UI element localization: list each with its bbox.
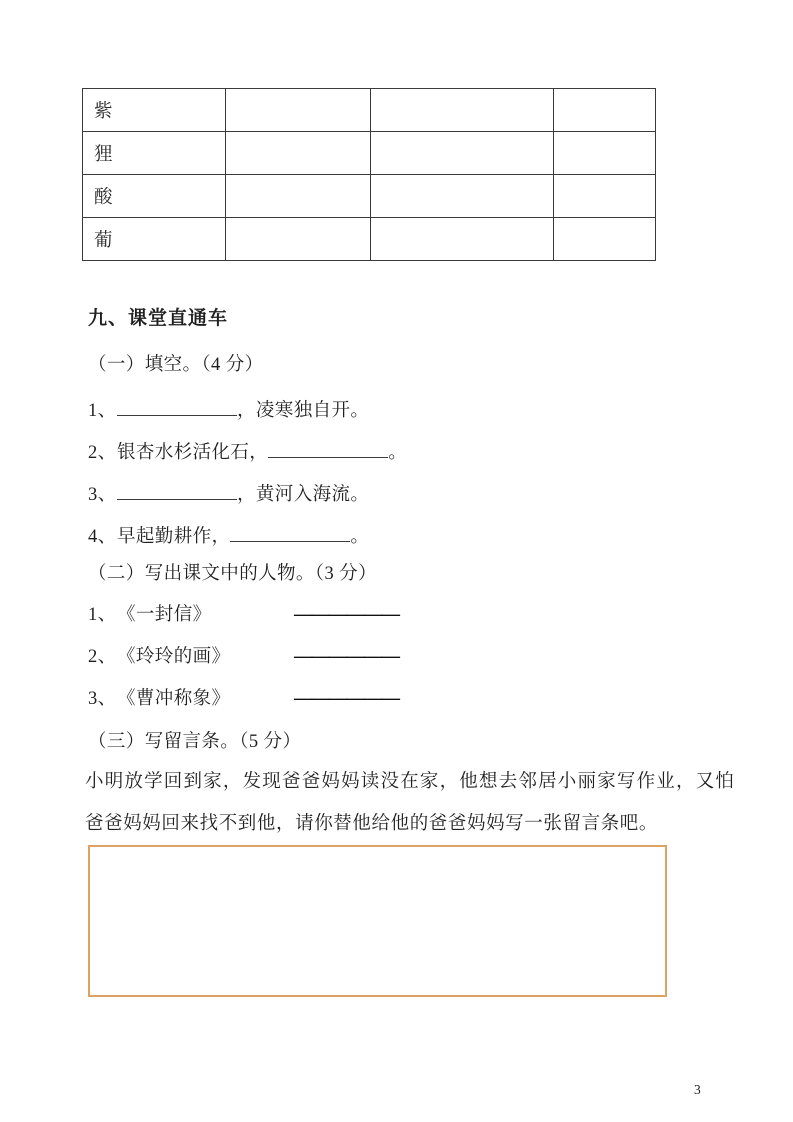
table-cell (554, 132, 656, 175)
item-text-post: ，凌寒独自开。 (237, 401, 370, 421)
table-cell (554, 175, 656, 218)
answer-blank (268, 439, 388, 458)
table-cell (554, 218, 656, 261)
answer-blank (230, 523, 350, 542)
book-title: 《玲玲的画》 (117, 647, 231, 667)
answer-dash-line: —————— (294, 605, 399, 625)
table-cell (554, 89, 656, 132)
part3-title: （三）写留言条。（5 分） (88, 732, 302, 752)
character-table (82, 88, 656, 261)
item-text-pre: 银杏水杉活化石， (117, 443, 269, 463)
book-item-2 (88, 645, 399, 669)
item-number: 3、 (88, 485, 117, 505)
fill-item-2 (88, 439, 407, 465)
item-text-post: ，黄河入海流。 (237, 485, 370, 505)
section-heading: 九、课堂直通车 (88, 308, 229, 329)
prompt-line: 小明放学回到家，发现爸爸妈妈读没在家，他想去邻居小丽家写作业，又怕 (85, 772, 736, 792)
book-title: 《曹冲称象》 (117, 689, 231, 709)
table-cell: 紫 (83, 89, 226, 132)
table-cell (226, 89, 371, 132)
item-text-post: 。 (350, 527, 370, 547)
part1-title: （一）填空。（4 分） (88, 355, 264, 375)
item-number: 1、 (88, 605, 117, 625)
answer-dash-line: —————— (294, 689, 399, 709)
table-cell (371, 132, 554, 175)
book-item-3 (88, 687, 399, 711)
answer-blank (117, 481, 237, 500)
table-row (83, 89, 656, 132)
prompt-line: 爸爸妈妈回来找不到他，请你替他给他的爸爸妈妈写一张留言条吧。 (85, 814, 659, 834)
answer-box (88, 845, 667, 997)
book-item-1 (88, 603, 399, 627)
answer-dash-line: —————— (294, 647, 399, 667)
fill-item-4 (88, 523, 369, 549)
fill-item-3 (88, 481, 369, 507)
item-number: 2、 (88, 647, 117, 667)
table-row (83, 218, 656, 261)
item-text-pre: 早起勤耕作， (117, 527, 231, 547)
table-cell (371, 89, 554, 132)
table-cell (226, 132, 371, 175)
item-number: 4、 (88, 527, 117, 547)
page-number: 3 (694, 1082, 701, 1097)
table-cell (226, 218, 371, 261)
table-cell: 狸 (83, 132, 226, 175)
item-text-post: 。 (388, 443, 408, 463)
table-cell (371, 218, 554, 261)
table-cell (226, 175, 371, 218)
item-number: 3、 (88, 689, 117, 709)
item-number: 2、 (88, 443, 117, 463)
table-cell: 酸 (83, 175, 226, 218)
book-title: 《一封信》 (117, 605, 212, 625)
item-number: 1、 (88, 401, 117, 421)
answer-blank (117, 397, 237, 416)
table-row (83, 132, 656, 175)
fill-item-1 (88, 397, 369, 423)
table-row (83, 175, 656, 218)
part2-title: （二）写出课文中的人物。（3 分） (88, 564, 377, 584)
table-cell (371, 175, 554, 218)
table-cell: 葡 (83, 218, 226, 261)
